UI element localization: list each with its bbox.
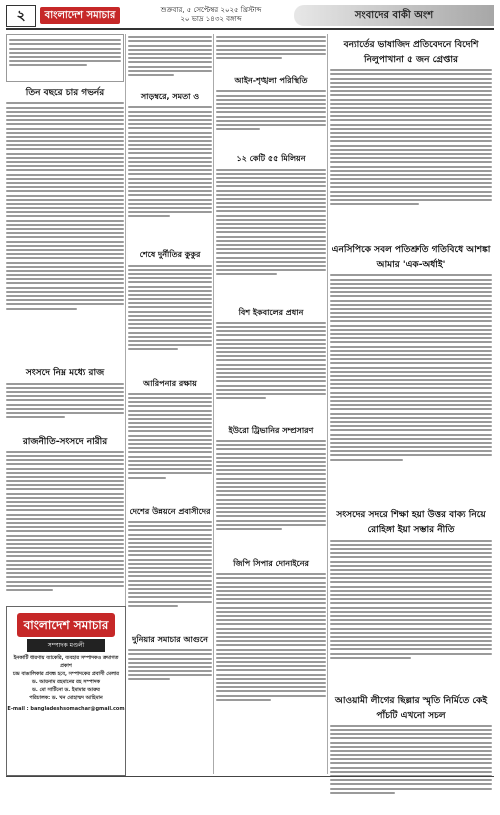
imprint-logo: বাংলাদেশ সমাচার — [17, 613, 115, 637]
body-text — [330, 274, 492, 504]
column-1 — [6, 34, 124, 631]
headline: এনসিপিকে সবল পতিশ্রুতি গতিবিধে আশঙ্কা আমার 'এক-অর্ধাই' — [331, 245, 491, 271]
page-header — [6, 5, 494, 27]
body-text — [216, 169, 326, 304]
headline: আওয়ামী লীগের ছিল্লার স্মৃতি নির্মিতে কেই পাঁচটি এখনো সচল — [334, 695, 487, 721]
body-text — [216, 440, 326, 555]
headline: সংসদের সদরে শিক্ষা হয়া উত্তর বাক্য নিয়ে রোহিঙ্গা ইয়া সম্ভার নীতি — [336, 510, 486, 536]
headline: তিন বছরে চার গভর্নর — [25, 88, 105, 99]
headline: বন্যার্তের ভাষাজিদ প্রতিবেদনে বিদেশি নিলুপাখানা ৫ জন গ্রেপ্তার — [343, 40, 479, 65]
column-4 — [330, 34, 492, 815]
headline: ইউরো ট্রিভানির সম্প্রসারণ — [228, 425, 314, 435]
body-text — [128, 393, 212, 503]
body-text — [216, 90, 326, 150]
imprint-line: চন্দ্ৰ বাঙালিকার প্রবন্ধ হবে, সম্পাদকের প্রবাসী মেলার — [12, 671, 120, 677]
body-text — [330, 725, 492, 815]
headline: দেশের উন্নয়নে প্রবাসীদের — [129, 506, 211, 516]
body-text — [216, 573, 326, 733]
body-text — [216, 36, 326, 72]
footer-rule — [6, 776, 494, 777]
headline: দুনিয়ার সমাচার আগুনে — [132, 634, 208, 644]
body-text — [128, 649, 212, 699]
headline: শেষে দুর্নীতির কুকুর — [139, 250, 201, 260]
imprint-line: ড. আয়নাম রহমানের রহ সম্পাদক — [32, 679, 100, 685]
body-text — [128, 106, 212, 246]
headline: আরিপনার রক্ষায় — [143, 378, 197, 388]
headline: রাজনীতি-সংসদে নারীর — [22, 436, 108, 447]
body-text — [128, 521, 212, 631]
body-text — [128, 36, 212, 88]
column-3 — [216, 34, 326, 733]
article-box — [6, 34, 124, 82]
date-line-2: ২০ ভাদ্র ১৪৩২ বঙ্গাব্দ — [180, 15, 242, 23]
imprint-line: ড. মো সার্টিনো ড. ইমামার আরুর — [32, 687, 100, 693]
column-divider — [327, 34, 328, 774]
column-divider — [213, 34, 214, 774]
body-text — [6, 102, 124, 362]
date-line-1: শুক্রবার, ৫ সেপ্টেম্বর ২০২৫ খ্রিস্টাব্দ — [160, 6, 262, 14]
masthead-logo: বাংলাদেশ সমাচার — [40, 7, 120, 24]
body-text — [9, 39, 121, 79]
body-text — [6, 383, 124, 431]
section-title: সংবাদের বাকী অংশ — [294, 5, 494, 26]
imprint-line: ইনকার্টি ধারণায় ব্যাকেরি, ব্যবহার সম্পাদকও ক্রমাগত প্রকাশ — [13, 655, 119, 669]
headline: ১২ কেটি ৫৫ মিলিয়ন — [236, 154, 306, 164]
page-number: ২ — [6, 5, 36, 27]
headline: সংসদে নিম্ন মধ্যে রাজ — [25, 368, 105, 379]
headline: জিপি সিপার দোনাইনের — [233, 558, 309, 568]
imprint-line: পরিচালক: ড. খন মোহাম্মদ আহিমান — [29, 695, 103, 701]
imprint-box — [6, 606, 126, 776]
body-text — [330, 540, 492, 690]
header-rule — [6, 28, 494, 30]
imprint-tagline: সম্পাদক মণ্ডলী — [27, 639, 105, 652]
body-text — [6, 451, 124, 631]
headline: সাড়ম্বরে, সমতা ও — [140, 92, 200, 102]
column-2 — [128, 34, 212, 699]
body-text — [128, 265, 212, 375]
date-block — [156, 6, 266, 24]
body-text — [216, 322, 326, 422]
headline: আইন-শৃঙ্খলা পরিস্থিতি — [234, 76, 308, 86]
imprint-email: E-mail : bangladeshsomachar@gmail.com — [7, 706, 125, 712]
body-text — [330, 69, 492, 239]
headline: বিশ ইকবালের প্রধান — [238, 307, 304, 317]
